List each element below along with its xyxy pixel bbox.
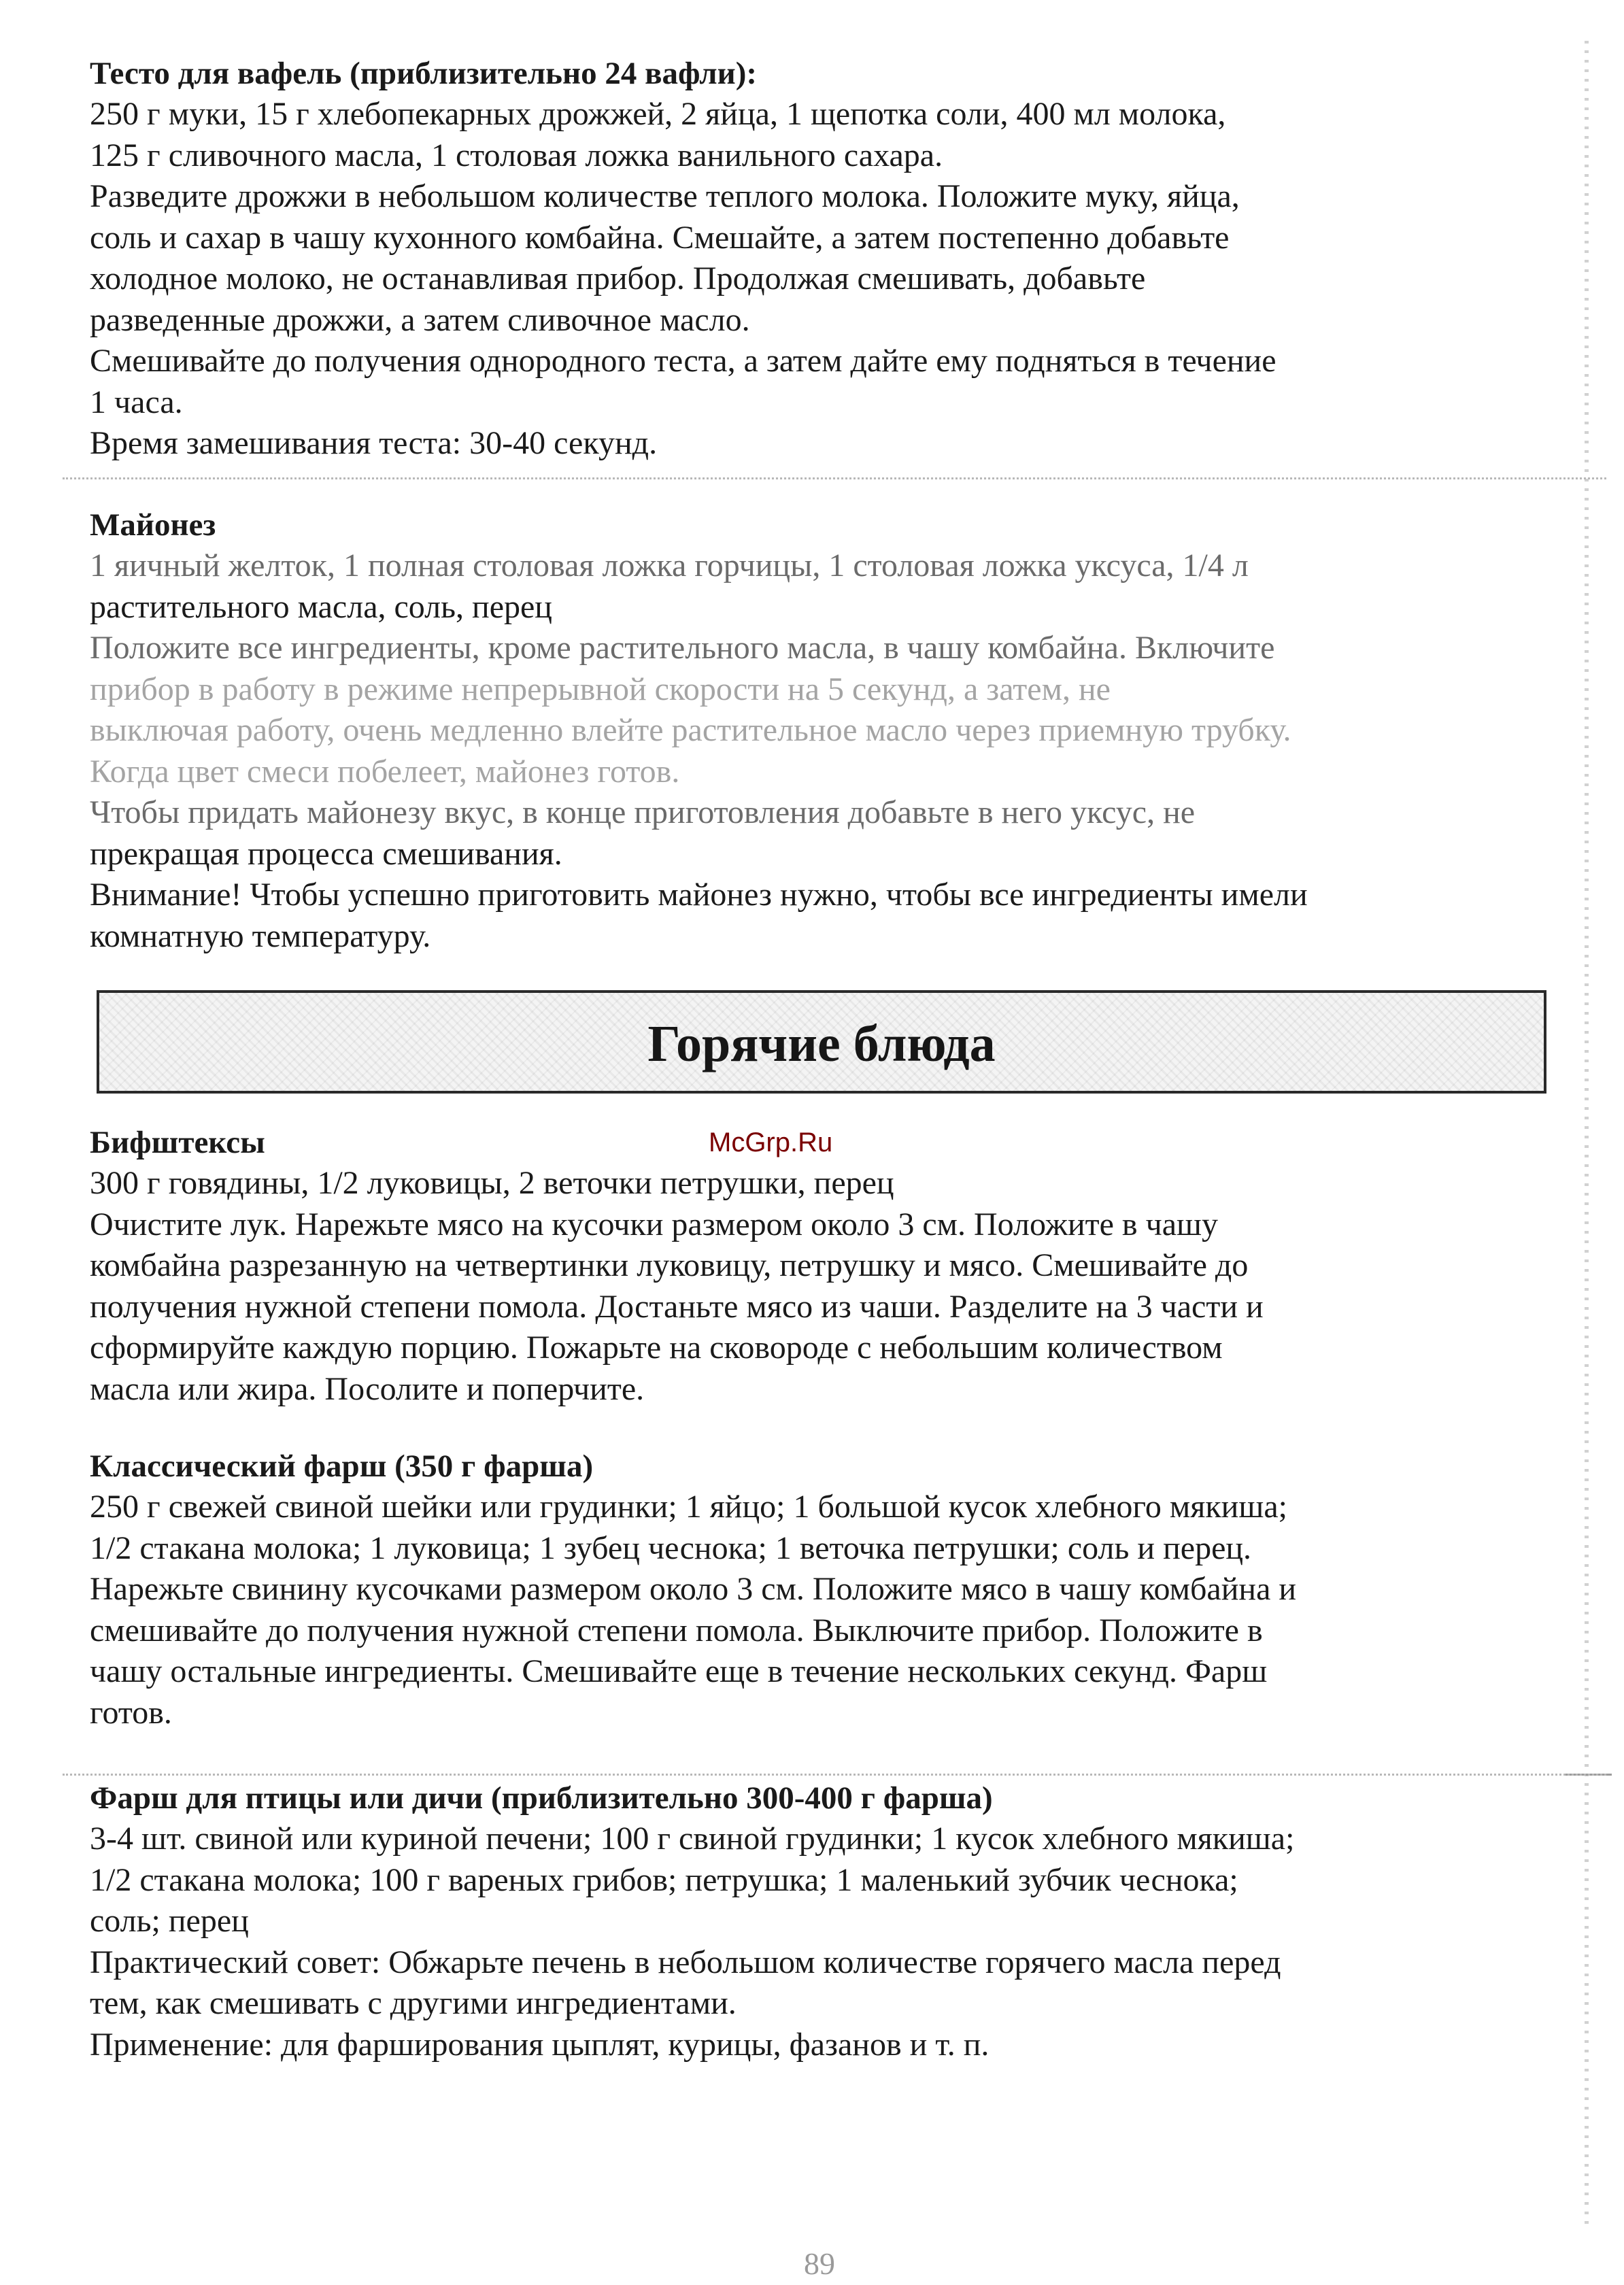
poultry-mince-recipe-line: тем, как смешивать с другими ингредиентами.: [90, 1985, 737, 2021]
classic-mince-recipe: [90, 1446, 1552, 1733]
mayonnaise-recipe-line: выключая работу, очень медленно влейте растительное масло через приемную трубку.: [90, 712, 1291, 748]
mayonnaise-recipe-line: Внимание! Чтобы успешно приготовить майонез нужно, чтобы все ингредиенты имели: [90, 877, 1308, 913]
poultry-mince-recipe-line: 3-4 шт. свиной или куриной печени; 100 г свиной грудинки; 1 кусок хлебного мякиша;: [90, 1821, 1295, 1857]
mayonnaise-recipe-line: Положите все ингредиенты, кроме растительного масла, в чашу комбайна. Включите: [90, 630, 1275, 666]
steaks-recipe-line: 300 г говядины, 1/2 луковицы, 2 веточки петрушки, перец: [90, 1165, 894, 1201]
classic-mince-recipe-line: 1/2 стакана молока; 1 луковица; 1 зубец чеснока; 1 веточка петрушки; соль и перец.: [90, 1529, 1252, 1566]
mayonnaise-recipe-line: Чтобы придать майонезу вкус, в конце приготовления добавьте в него уксус, не: [90, 794, 1196, 830]
steaks-recipe-line: сформируйте каждую порцию. Пожарьте на сковороде с небольшим количеством: [90, 1330, 1223, 1366]
waffle-recipe-line: 1 часа.: [90, 384, 183, 420]
steaks-recipe-title: Бифштексы: [90, 1125, 265, 1160]
poultry-mince-recipe-title: Фарш для птицы или дичи (приблизительно 300-400 г фарша): [90, 1780, 993, 1816]
steaks-recipe-line: масла или жира. Посолите и поперчите.: [90, 1370, 645, 1407]
classic-mince-recipe-line: смешивайте до получения нужной степени помола. Выключите прибор. Положите в: [90, 1612, 1263, 1648]
waffle-recipe-line: холодное молоко, не останавливая прибор. Продолжая смешивать, добавьте: [90, 260, 1146, 297]
watermark: McGrp.Ru: [709, 1128, 833, 1157]
classic-mince-recipe-line: Нарежьте свинину кусочками размером около 3 см. Положите мясо в чашу комбайна и: [90, 1571, 1297, 1607]
mayonnaise-recipe-line: прекращая процесса смешивания.: [90, 835, 562, 872]
waffle-recipe-line: 125 г сливочного масла, 1 столовая ложка ванильного сахара.: [90, 137, 943, 173]
poultry-mince-recipe-line: Практический совет: Обжарьте печень в небольшом количестве горячего масла перед: [90, 1944, 1281, 1980]
waffle-recipe-line: соль и сахар в чашу кухонного комбайна. Смешайте, а затем постепенно добавьте: [90, 219, 1230, 256]
poultry-mince-recipe-line: 1/2 стакана молока; 100 г вареных грибов; петрушка; 1 маленький зубчик чеснока;: [90, 1861, 1238, 1898]
mayonnaise-recipe-line: прибор в работу в режиме непрерывной скорости на 5 секунд, а затем, не: [90, 671, 1111, 707]
mayonnaise-recipe-line: Когда цвет смеси побелеет, майонез готов.: [90, 753, 680, 790]
mayonnaise-recipe-line: растительного масла, соль, перец: [90, 588, 552, 625]
steaks-recipe-line: Очистите лук. Нарежьте мясо на кусочки размером около 3 см. Положите в чашу: [90, 1206, 1218, 1242]
classic-mince-recipe-line: чашу остальные ингредиенты. Смешивайте еще в течение нескольких секунд. Фарш: [90, 1653, 1268, 1689]
classic-mince-recipe-title: Классический фарш (350 г фарша): [90, 1449, 594, 1484]
mayonnaise-recipe-line: комнатную температуру.: [90, 917, 431, 954]
waffle-recipe-line: разведенные дрожжи, а затем сливочное масло.: [90, 301, 750, 338]
mayonnaise-recipe-title: Майонез: [90, 507, 216, 543]
waffle-recipe-line: 250 г муки, 15 г хлебопекарных дрожжей, 2 яйца, 1 щепотка соли, 400 мл молока,: [90, 96, 1226, 132]
steaks-recipe-line: комбайна разрезанную на четвертинки луковицу, петрушку и мясо. Смешивайте до: [90, 1247, 1249, 1283]
mayonnaise-recipe-line: 1 яичный желток, 1 полная столовая ложка горчицы, 1 столовая ложка уксуса, 1/4 л: [90, 547, 1249, 583]
waffle-recipe-line: Смешивайте до получения однородного теста, а затем дайте ему подняться в течение: [90, 343, 1276, 379]
classic-mince-recipe-line: готов.: [90, 1694, 172, 1731]
scan-edge-artifact: [1585, 41, 1589, 2231]
steaks-recipe: [90, 1122, 1552, 1410]
waffle-recipe-title: Тесто для вафель (приблизительно 24 вафли):: [90, 56, 758, 91]
steaks-recipe-line: получения нужной степени помола. Достаньте мясо из чаши. Разделите на 3 части и: [90, 1288, 1264, 1325]
section-divider: [63, 477, 1606, 479]
page-number: 89: [804, 2246, 835, 2281]
mayonnaise-recipe: [90, 505, 1552, 957]
section-divider: [63, 1774, 1606, 1776]
classic-mince-recipe-line: 250 г свежей свиной шейки или грудинки; 1 яйцо; 1 большой кусок хлебного мякиша;: [90, 1489, 1287, 1525]
poultry-mince-recipe: [90, 1778, 1552, 2065]
waffle-recipe-line: Разведите дрожжи в небольшом количестве теплого молока. Положите муку, яйца,: [90, 178, 1240, 214]
section-banner: [97, 990, 1546, 1094]
waffle-recipe: [90, 53, 1552, 464]
poultry-mince-recipe-line: соль; перец: [90, 1903, 249, 1939]
poultry-mince-recipe-line: Применение: для фарширования цыплят, курицы, фазанов и т. п.: [90, 2026, 989, 2063]
waffle-recipe-line: Время замешивания теста: 30-40 секунд.: [90, 425, 658, 461]
section-banner-title: Горячие блюда: [647, 1015, 996, 1072]
